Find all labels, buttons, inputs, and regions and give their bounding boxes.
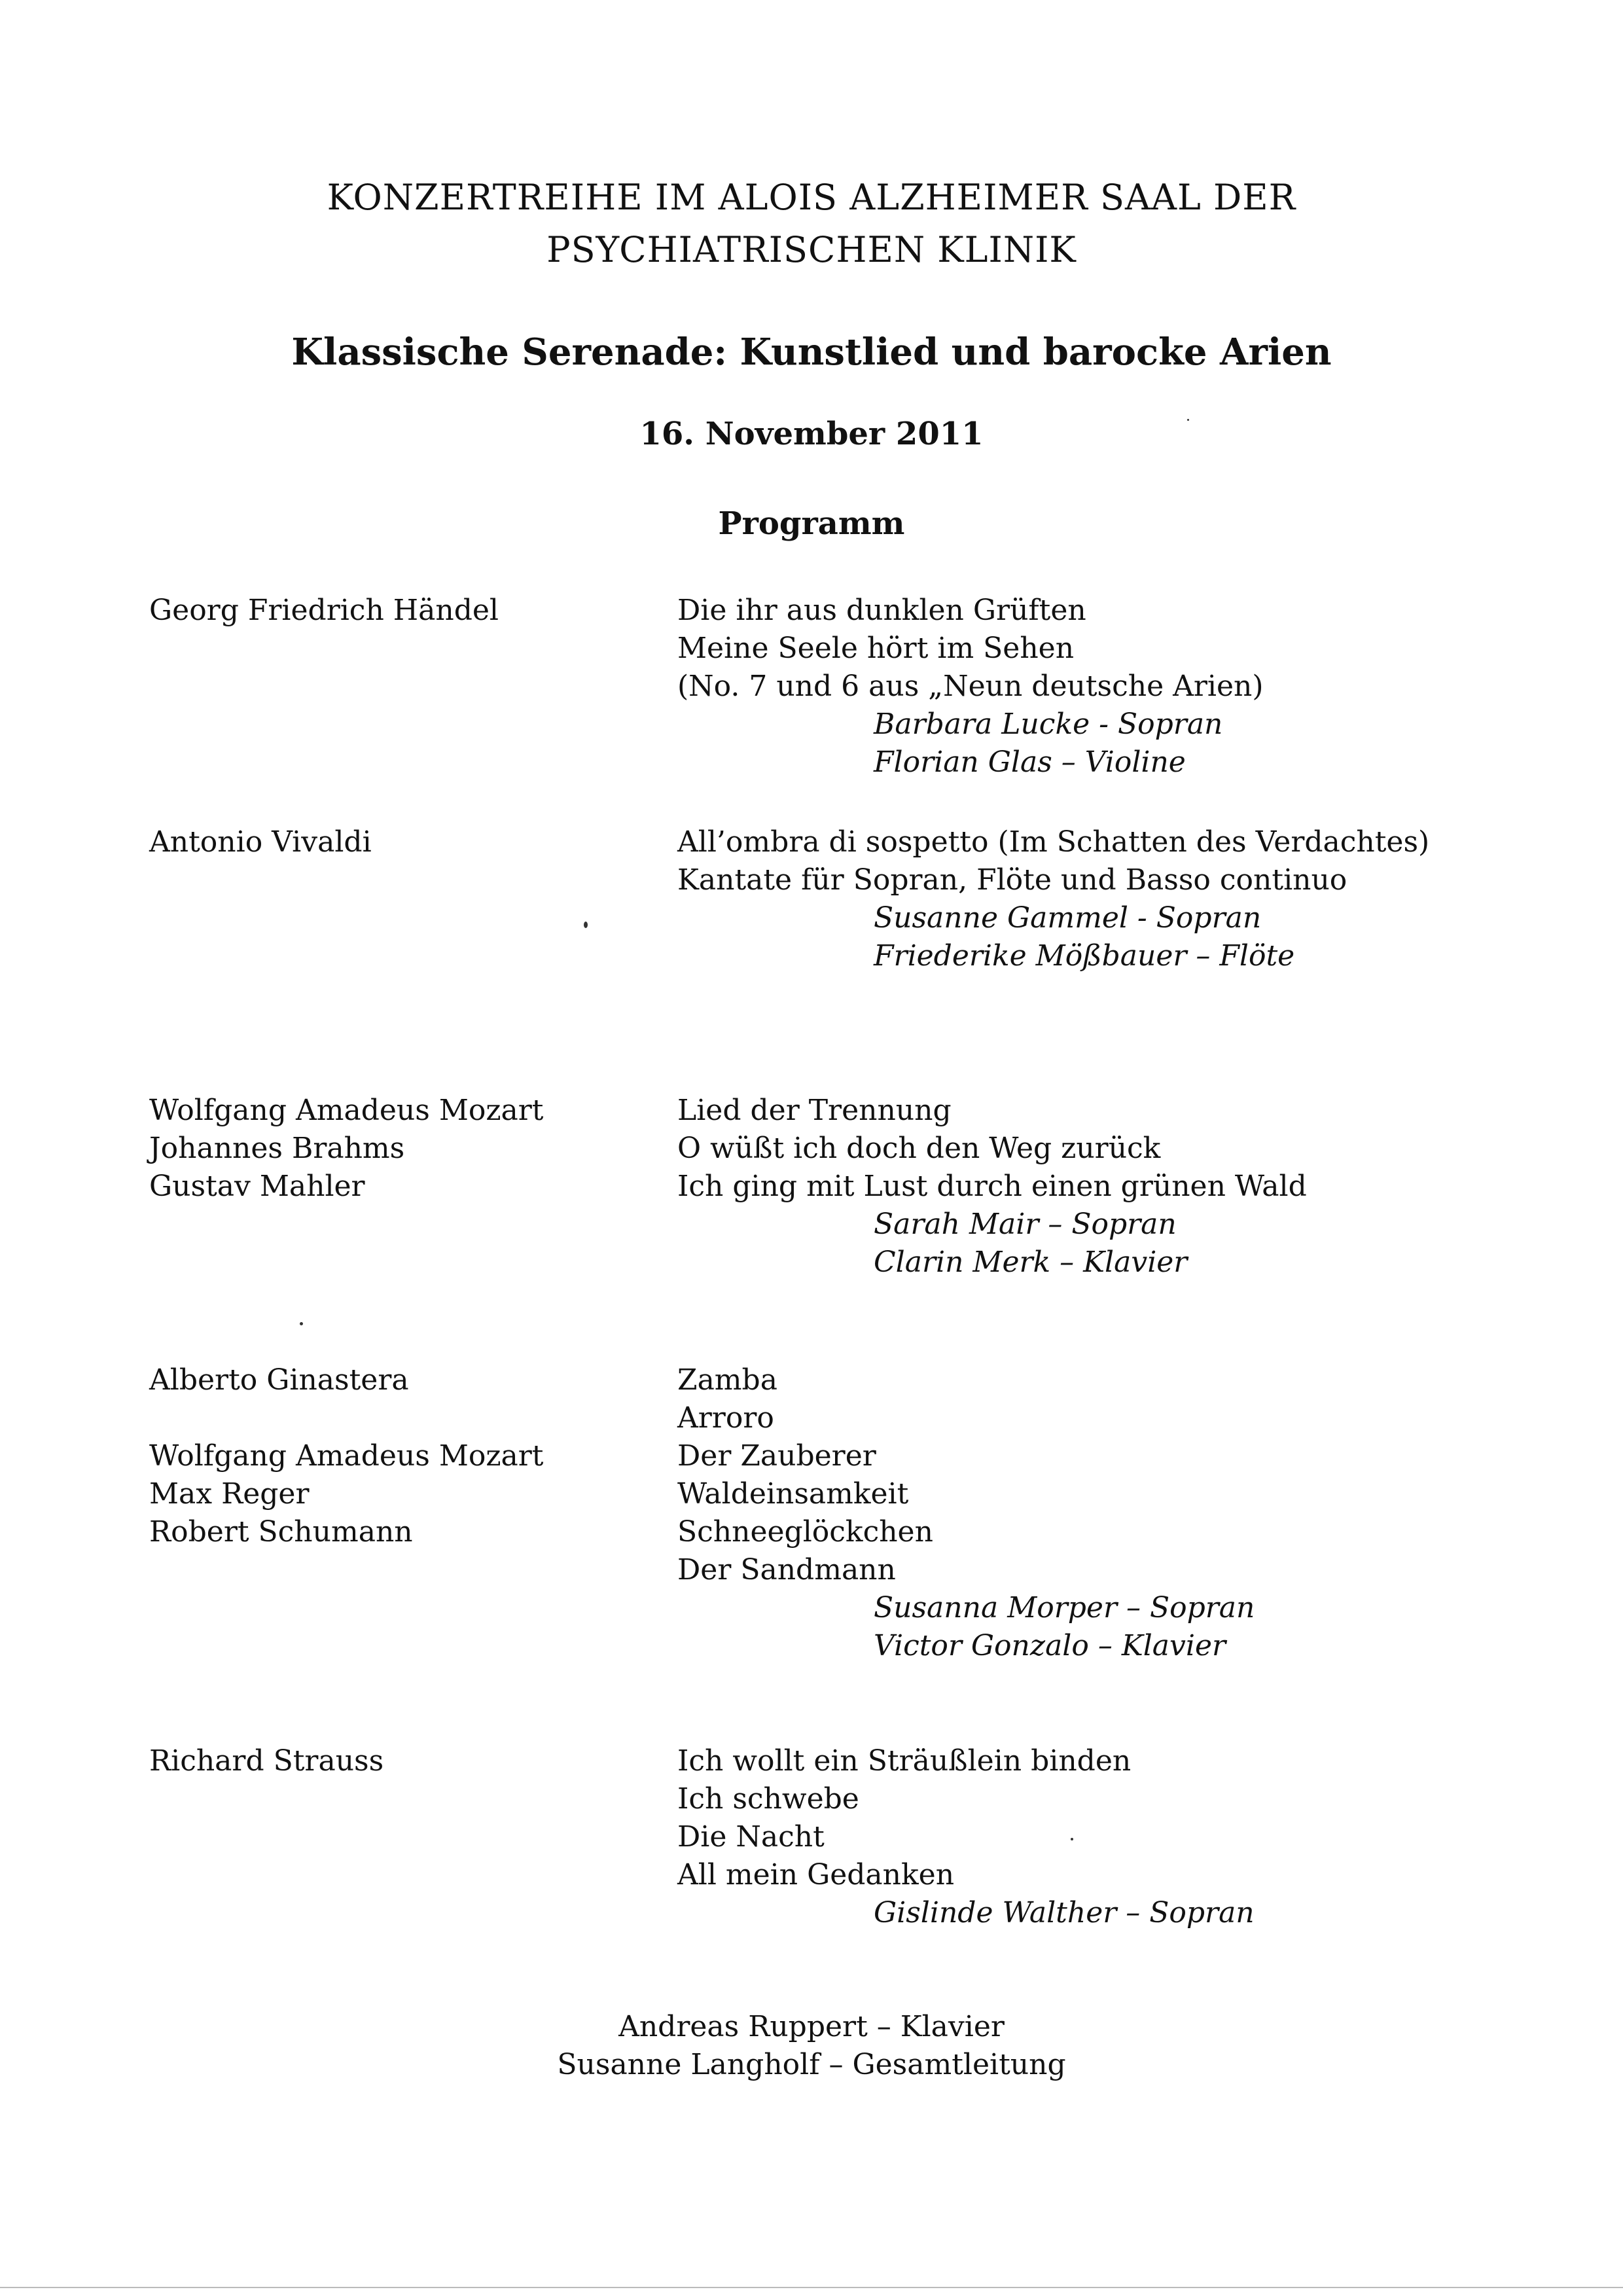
footer-pianist: Andreas Ruppert – Klavier xyxy=(618,2010,1005,2043)
composer-name: Robert Schumann xyxy=(149,1515,413,1549)
heading-line-2: PSYCHIATRISCHEN KLINIK xyxy=(546,229,1077,270)
composer-name: Max Reger xyxy=(149,1477,310,1511)
composer-name: Richard Strauss xyxy=(149,1744,384,1778)
work-title: Ich schwebe xyxy=(677,1782,859,1816)
scan-speck xyxy=(1071,1838,1073,1840)
work-title: Der Sandmann xyxy=(677,1553,896,1587)
work-title: O wüßt ich doch den Weg zurück xyxy=(677,1132,1161,1165)
composer-name: Alberto Ginastera xyxy=(149,1363,409,1397)
composer-name: Wolfgang Amadeus Mozart xyxy=(149,1094,544,1127)
concert-series-heading xyxy=(0,171,1623,276)
scan-speck xyxy=(584,922,588,928)
performer: Florian Glas – Violine xyxy=(874,745,1186,779)
scan-edge-line xyxy=(0,2287,1623,2288)
work-note: (No. 7 und 6 aus „Neun deutsche Arien) xyxy=(677,670,1264,703)
work-title: Schneeglöckchen xyxy=(677,1515,933,1549)
work-title: Ich wollt ein Sträußlein binden xyxy=(677,1744,1132,1778)
performer: Sarah Mair – Sopran xyxy=(874,1208,1177,1241)
work-title: Waldeinsamkeit xyxy=(677,1477,909,1511)
performer: Gislinde Walther – Sopran xyxy=(874,1896,1255,1929)
work-title: Zamba xyxy=(677,1363,777,1397)
performer: Friederike Mößbauer – Flöte xyxy=(874,939,1295,973)
heading-line-1: KONZERTREIHE IM ALOIS ALZHEIMER SAAL DER xyxy=(327,177,1296,218)
work-description: Kantate für Sopran, Flöte und Basso continuo xyxy=(677,863,1347,897)
work-title: All’ombra di sospetto (Im Schatten des Verdachtes) xyxy=(677,825,1430,859)
performer: Barbara Lucke - Sopran xyxy=(874,708,1223,741)
composer-name: Gustav Mahler xyxy=(149,1170,365,1203)
work-title: Die ihr aus dunklen Grüften xyxy=(677,594,1086,627)
work-title: All mein Gedanken xyxy=(677,1858,955,1892)
composer-name: Antonio Vivaldi xyxy=(149,825,372,859)
composer-name: Johannes Brahms xyxy=(149,1132,405,1165)
work-title: Lied der Trennung xyxy=(677,1094,952,1127)
performer: Victor Gonzalo – Klavier xyxy=(874,1629,1226,1662)
work-title: Arroro xyxy=(677,1401,774,1435)
performer: Susanna Morper – Sopran xyxy=(874,1591,1255,1624)
concert-date: 16. November 2011 xyxy=(639,416,984,452)
concert-title: Klassische Serenade: Kunstlied und barocke Arien xyxy=(291,331,1332,374)
performer: Susanne Gammel - Sopran xyxy=(874,901,1262,935)
scan-speck xyxy=(1187,419,1189,421)
composer-name: Wolfgang Amadeus Mozart xyxy=(149,1439,544,1473)
performer: Clarin Merk – Klavier xyxy=(874,1246,1188,1279)
program-heading: Programm xyxy=(718,505,905,542)
work-title: Meine Seele hört im Sehen xyxy=(677,632,1075,665)
footer-director: Susanne Langholf – Gesamtleitung xyxy=(557,2048,1066,2081)
footer-credits xyxy=(0,2008,1623,2084)
work-title: Der Zauberer xyxy=(677,1439,876,1473)
work-title: Ich ging mit Lust durch einen grünen Wald xyxy=(677,1170,1307,1203)
scan-speck xyxy=(300,1322,303,1325)
work-title: Die Nacht xyxy=(677,1820,825,1854)
composer-name: Georg Friedrich Händel xyxy=(149,594,499,627)
